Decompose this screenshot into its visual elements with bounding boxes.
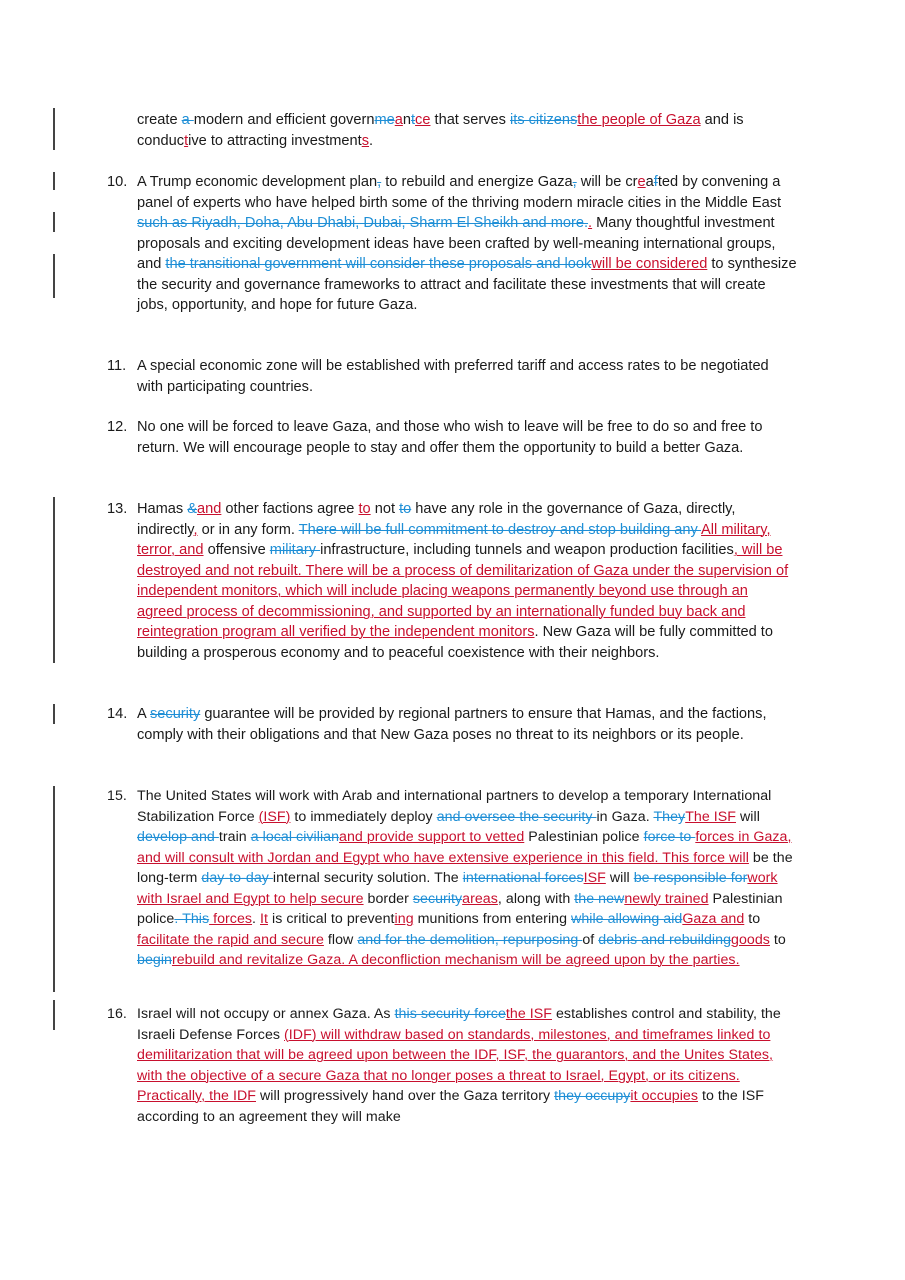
paragraph-text (137, 499, 797, 663)
body-text: of (582, 931, 599, 948)
paragraph-number: 11. (107, 358, 127, 374)
paragraph-10 (107, 172, 797, 316)
inserted-text: t (184, 132, 189, 149)
body-text: that serves (430, 112, 510, 128)
body-text: be the long-term (137, 849, 793, 886)
body-text: will (605, 870, 634, 886)
inserted-text: Gaza and (682, 911, 745, 927)
inserted-text: and (197, 501, 222, 517)
paragraph-number: 12. (107, 419, 128, 435)
change-bar (53, 1000, 55, 1030)
inserted-text: the people of Gaza (577, 112, 701, 128)
deleted-text: its citizens (509, 112, 578, 128)
inserted-text: and provide support to vetted (339, 829, 525, 845)
body-text: A (137, 706, 150, 722)
deleted-text: begin (137, 952, 172, 968)
body-text: internal security solution. The (272, 870, 463, 886)
deleted-text: me (374, 112, 395, 128)
body-text: ive to attracting investment (188, 132, 362, 149)
body-text: infrastructure, including tunnels and weapon production facilities (320, 542, 734, 558)
deleted-text: international forces (462, 870, 584, 886)
deleted-text: develop and (137, 829, 219, 845)
body-text: have any role in the governance of Gaza, directly, indirectly (137, 501, 736, 538)
inserted-text: ing (394, 911, 414, 927)
inserted-text: facilitate the rapid and secure (137, 931, 324, 948)
body-text: border (363, 890, 413, 907)
body-text: and is conduc (137, 112, 744, 149)
paragraph-text (137, 356, 797, 397)
deleted-text: , (572, 174, 577, 190)
change-bar (53, 254, 55, 298)
body-text: guarantee will be provided by regional partners to ensure that Hamas, and the factions, comply with their obligations and that New Gaza poses no threat to its neighbors or its people. (137, 706, 767, 743)
deleted-text: security (149, 706, 201, 722)
paragraph-number: 14. (107, 706, 128, 722)
deleted-text: the transitional government will consider these proposals and look (165, 256, 592, 272)
body-text: or in any form. (197, 521, 299, 538)
paragraph-16 (107, 1004, 797, 1127)
deleted-text: . This (174, 911, 210, 927)
deleted-text: a (181, 112, 194, 128)
body-text: A Trump economic development plan (137, 174, 378, 190)
deleted-text: such as Riyadh, Doha, Abu Dhabi, Dubai, Sharm El Sheikh and more. (137, 215, 589, 231)
deleted-text: t (410, 112, 416, 128)
paragraph-text (137, 1004, 797, 1127)
paragraph-number: 16. (107, 1006, 127, 1022)
body-text: modern and efficient govern (193, 112, 375, 128)
paragraph-text (137, 417, 797, 458)
inserted-text: to (358, 501, 371, 517)
body-text: will progressively hand over the Gaza territory (256, 1088, 555, 1104)
change-bar (53, 108, 55, 150)
body-text: to (769, 931, 786, 948)
inserted-text: . (588, 215, 593, 231)
body-text: Many thoughtful investment proposals and exciting development ideas have been crafted by well-meaning international groups, and (137, 215, 776, 272)
deleted-text: & (187, 501, 198, 517)
inserted-text: the ISF (505, 1006, 552, 1022)
inserted-text: it occupies (630, 1088, 699, 1104)
body-text: other factions agree (221, 501, 359, 517)
deleted-text: military (269, 542, 321, 558)
body-text: to the ISF according to an agreement they will make (137, 1088, 765, 1125)
body-text: Palestinian police (137, 890, 783, 927)
inserted-text: All military, terror, and (137, 521, 771, 558)
deleted-text: day-to-day (201, 870, 273, 886)
paragraph-14 (107, 704, 797, 745)
inserted-text: newly trained (624, 890, 709, 907)
body-text: create (137, 112, 182, 128)
inserted-text: areas (462, 890, 498, 907)
inserted-text: rebuild and revitalize Gaza. A deconfliction mechanism will be agreed upon by the parties. (171, 952, 740, 968)
body-text: A special economic zone will be established with preferred tariff and access rates to be negotiated with participating countries. (137, 358, 769, 395)
paragraph-11 (107, 356, 797, 397)
inserted-text: (IDF) will withdraw based on standards, milestones, and timeframes linked to demilitarization that will be agreed upon between the IDF, ISF, the guarantors, and the Unites States, with the objective of a secure Gaza that no longer poses a threat to Israel, Egypt, or its citizens. Practically, the IDF (137, 1026, 774, 1104)
body-text: to synthesize the security and governance frameworks to attract and facilitate these investments that will create jobs, opportunity, and hope for future Gaza. (137, 256, 797, 313)
body-text: munitions from entering (413, 911, 572, 927)
paragraph-text (137, 704, 797, 745)
inserted-text: ISF (583, 870, 606, 886)
inserted-text: , will be destroyed and not rebuilt. There will be a process of demilitarization of Gaza under the supervision of independent monitors, which will include placing weapons permanently beyond use through an agreed process of decommissioning, and supported by an internationally funded buy back and reintegration program all verified by the independent monitors (137, 542, 789, 640)
change-bar (53, 786, 55, 992)
body-text: in Gaza. (596, 808, 654, 825)
deleted-text: the new (574, 890, 625, 907)
change-bar (53, 212, 55, 232)
paragraph-number: 13. (107, 501, 128, 517)
inserted-text: s (361, 132, 370, 149)
body-text: No one will be forced to leave Gaza, and those who wish to leave will be free to do so and free to return. We will encourage people to stay and offer them the opportunity to build a better Gaza. (137, 419, 763, 456)
inserted-text: work with Israel and Egypt to help secure (137, 870, 778, 907)
body-text: Hamas (137, 501, 188, 517)
deleted-text: There will be full commitment to destroy and stop building any (298, 521, 702, 538)
body-text: will (736, 808, 760, 825)
body-text: is critical to prevent (268, 911, 395, 927)
deleted-text: a local civilian (250, 829, 340, 845)
deleted-text: they occupy (554, 1088, 631, 1104)
inserted-text: It (260, 911, 269, 927)
body-text: train (218, 829, 251, 845)
inserted-text: a (394, 112, 403, 128)
deleted-text: security (412, 890, 463, 907)
deleted-text: f (653, 174, 658, 190)
inserted-text: (ISF) (258, 808, 291, 825)
deleted-text: to (399, 501, 412, 517)
deleted-text: , (377, 174, 382, 190)
paragraph-text (137, 110, 797, 151)
body-text: ted by convening a panel of experts who have helped birth some of the thriving modern miracle cities in the Middle East (137, 174, 782, 211)
inserted-text: forces in Gaza, and will consult with Jordan and Egypt who have extensive experience in this field. This force will (137, 829, 792, 866)
body-text: will be cr (576, 174, 638, 190)
deleted-text: They (653, 808, 686, 825)
body-text: to rebuild and energize Gaza (381, 174, 573, 190)
body-text: Israel will not occupy or annex Gaza. As (137, 1006, 395, 1022)
body-text: a (645, 174, 654, 190)
paragraph-15 (107, 786, 797, 971)
body-text: Palestinian police (524, 829, 644, 845)
deleted-text: and oversee the security (436, 808, 597, 825)
inserted-text: e (637, 174, 646, 190)
change-bar (53, 704, 55, 724)
paragraph-number: 15. (107, 788, 127, 804)
paragraph-continuation (137, 110, 797, 151)
inserted-text: The ISF (685, 808, 736, 825)
body-text: , along with (497, 890, 575, 907)
body-text: to immediately deploy (290, 808, 437, 825)
body-text: . New Gaza will be fully committed to building a prosperous economy and to peaceful coexistence with their neighbors. (137, 624, 773, 661)
inserted-text: , (193, 521, 198, 538)
body-text: establishes control and stability, the Israeli Defense Forces (137, 1006, 781, 1043)
paragraph-13 (107, 499, 797, 663)
paragraph-text (137, 786, 797, 971)
body-text: . (369, 132, 374, 149)
body-text: flow (323, 931, 358, 948)
deleted-text: while allowing aid (571, 911, 683, 927)
body-text: The United States will work with Arab and international partners to develop a temporary International Stabilization Force (137, 788, 772, 825)
change-bar (53, 497, 55, 663)
inserted-text: forces (209, 911, 253, 927)
deleted-text: debris and rebuilding (598, 931, 732, 948)
deleted-text: be responsible for (633, 870, 748, 886)
body-text: not (370, 501, 400, 517)
body-text: . (252, 911, 261, 927)
paragraph-text (137, 172, 797, 316)
deleted-text: and for the demolition, repurposing (357, 931, 583, 948)
change-bar (53, 172, 55, 190)
inserted-text: ce (415, 112, 431, 128)
paragraph-number: 10. (107, 174, 128, 190)
body-text: offensive (203, 542, 270, 558)
inserted-text: will be considered (591, 256, 708, 272)
deleted-text: force to (643, 829, 696, 845)
deleted-text: this security force (394, 1006, 506, 1022)
body-text: to (744, 911, 761, 927)
body-text: n (402, 112, 411, 128)
inserted-text: goods (731, 931, 770, 948)
paragraph-12 (107, 417, 797, 458)
